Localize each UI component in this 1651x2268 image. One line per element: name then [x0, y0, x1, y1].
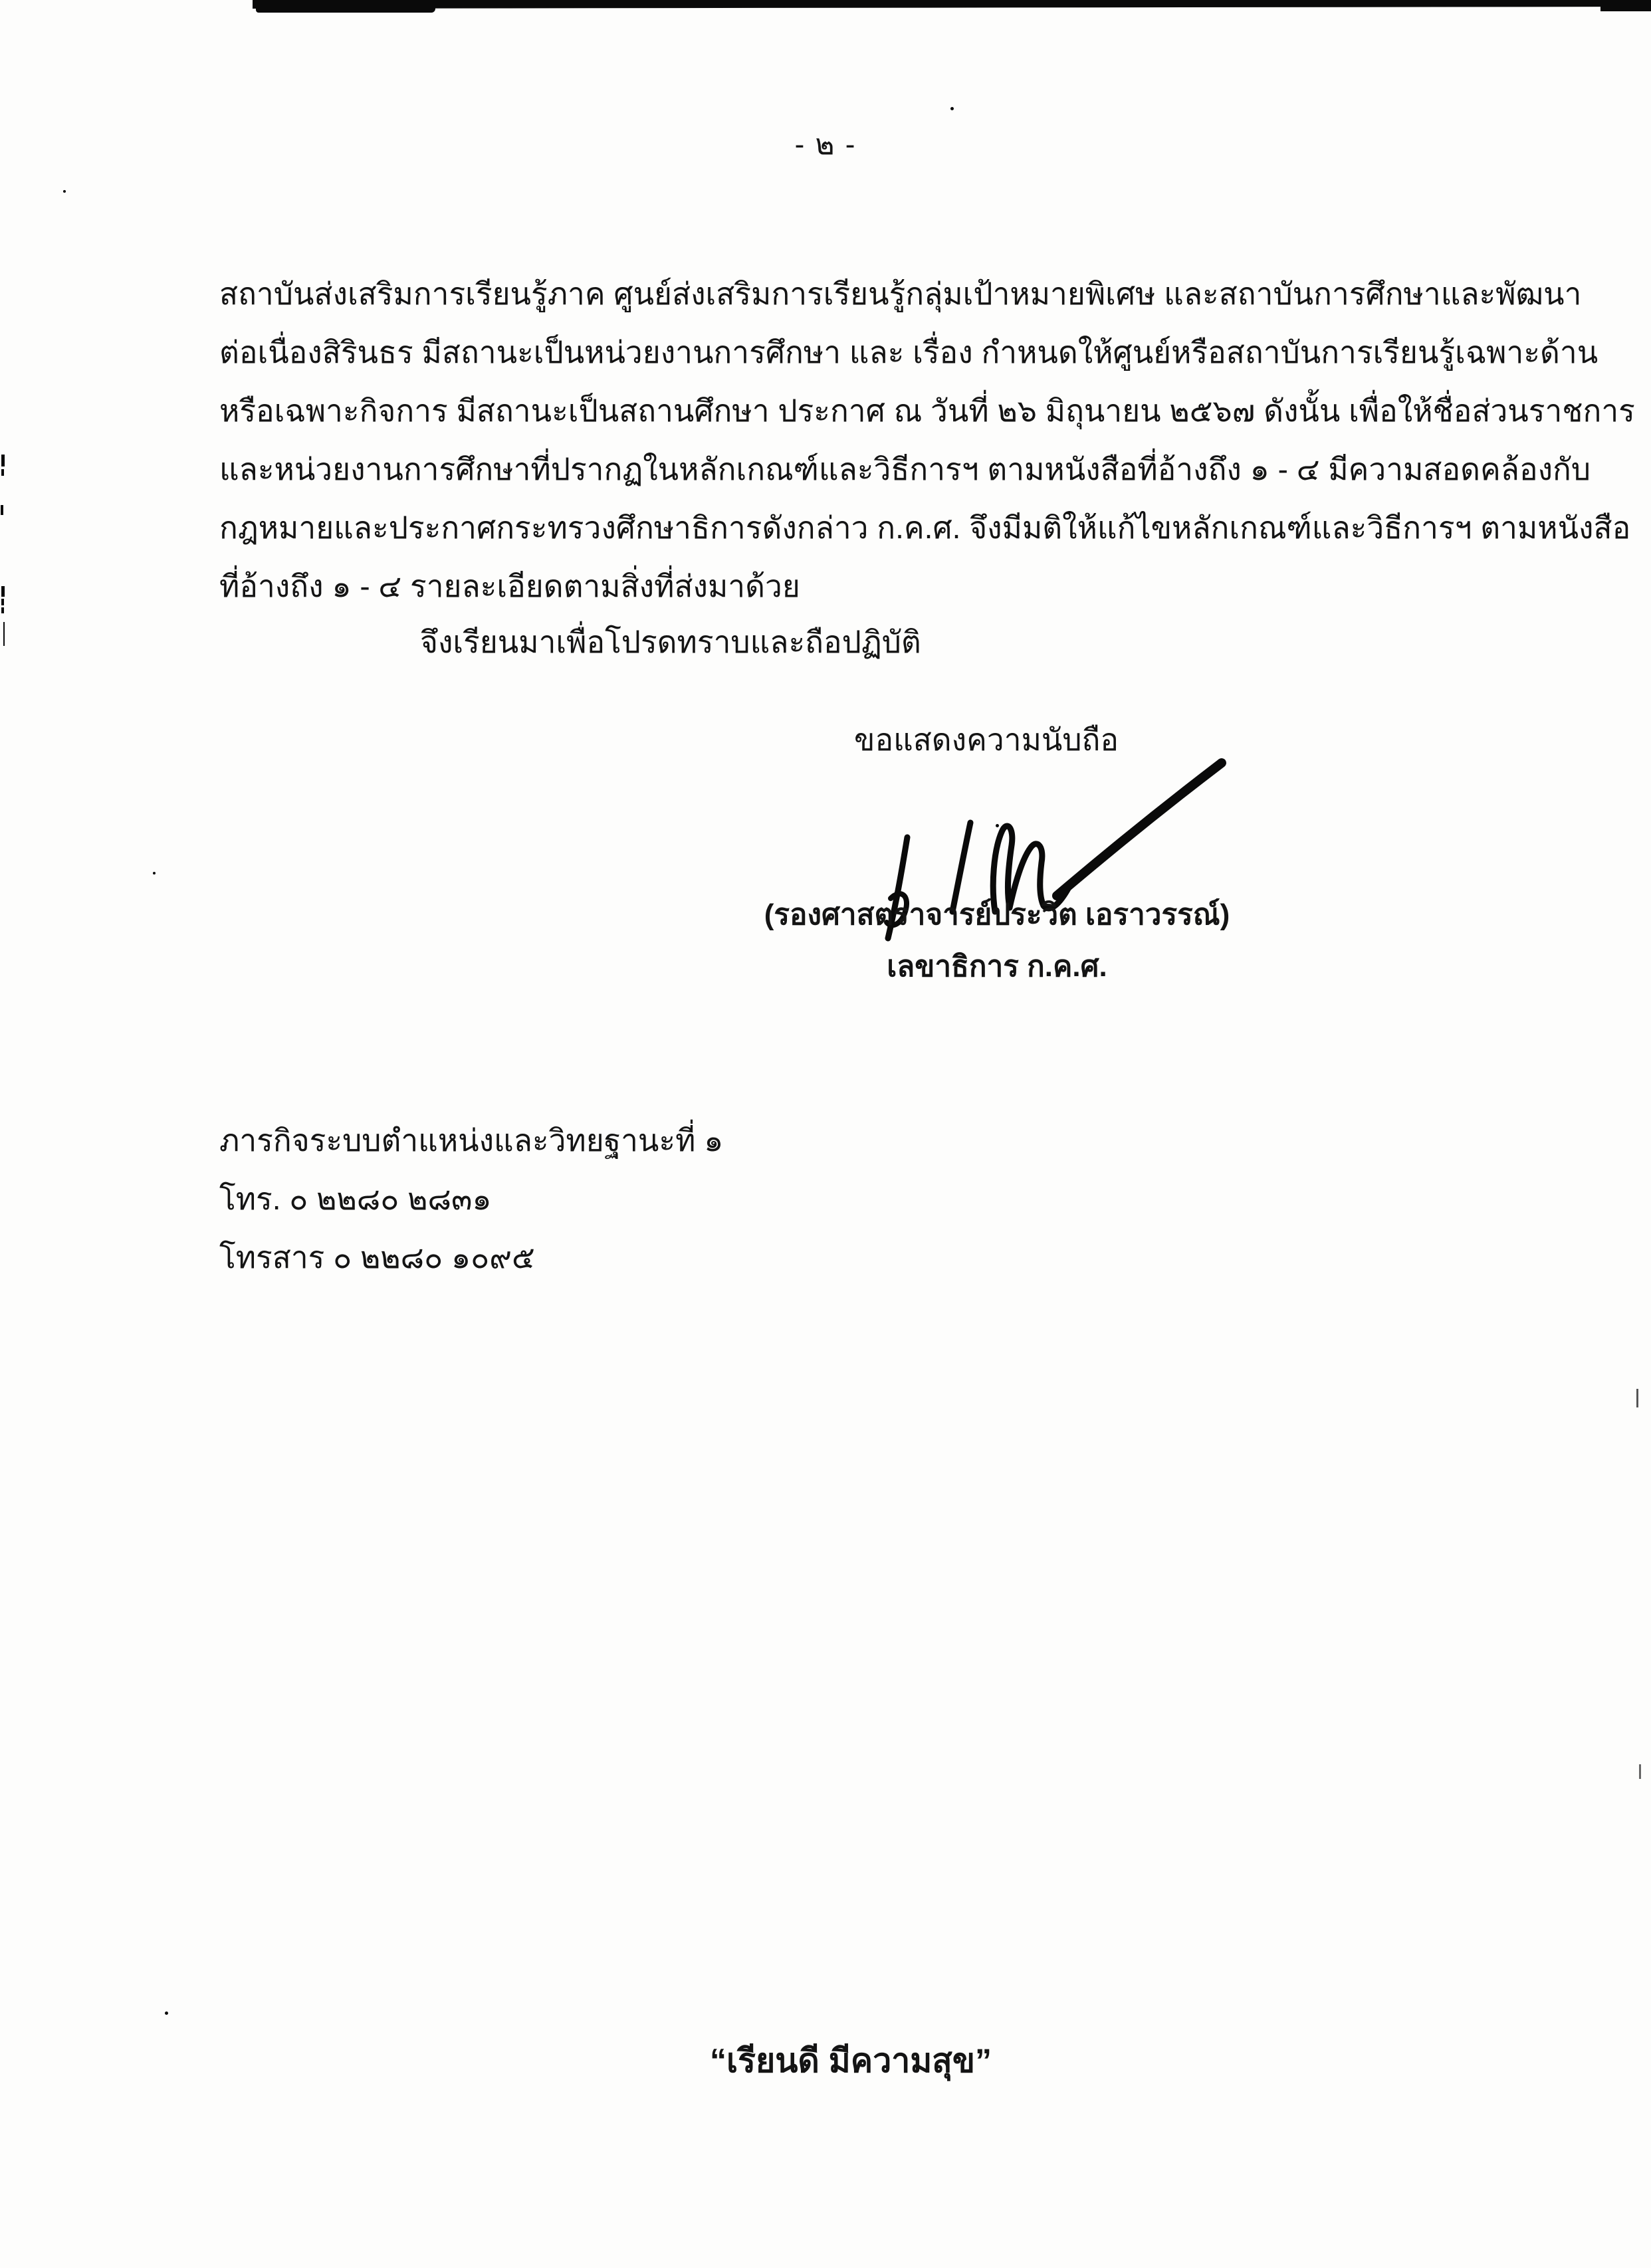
footer-motto: “เรียนดี มีความสุข”: [710, 2042, 992, 2079]
signer-title: เลขาธิการ ก.ค.ศ.: [887, 950, 1107, 983]
signer-name: (รองศาสตราจารย์ประวิต เอราวรรณ์): [764, 898, 1230, 931]
scan-artifact-right-mark: [1639, 1764, 1641, 1779]
salutation: ขอแสดงความนับถือ: [854, 722, 1119, 757]
scan-artifact-top-bar-right: [1600, 0, 1651, 11]
body-line-2: ต่อเนื่องสิรินธร มีสถานะเป็นหน่วยงานการศึกษา และ เรื่อง กำหนดให้ศูนย์หรือสถาบันการเรียนรู้เฉพาะด้าน: [219, 335, 1598, 369]
contact-block: [219, 1111, 723, 1287]
contact-fax: โทรสาร ๐ ๒๒๘๐ ๑๐๙๕: [219, 1240, 535, 1275]
scan-artifact-left-mark: [1, 599, 4, 605]
scan-artifact-speck: [165, 2011, 168, 2015]
closing-sentence: จึงเรียนมาเพื่อโปรดทราบและถือปฏิบัติ: [420, 625, 921, 659]
signer-block: [744, 889, 1250, 993]
scan-artifact-top-bar-blob: [256, 0, 435, 13]
body-line-4: และหน่วยงานการศึกษาที่ปรากฏในหลักเกณฑ์และวิธีการฯ ตามหนังสือที่อ้างถึง ๑ - ๔ มีความสอดคล้องกับ: [219, 452, 1591, 486]
scan-artifact-right-mark: [1636, 1389, 1638, 1407]
page-number: - ๒ -: [794, 128, 857, 161]
body-line-5: กฎหมายและประกาศกระทรวงศึกษาธิการดังกล่าว ก.ค.ศ. จึงมีมติให้แก้ไขหลักเกณฑ์และวิธีการฯ ตามหนังสือ: [219, 510, 1631, 545]
scan-artifact-top-bar: [253, 0, 1651, 9]
scan-artifact-left-mark: [1, 505, 3, 515]
body-line-6: ที่อ้างถึง ๑ - ๔ รายละเอียดตามสิ่งที่ส่งมาด้วย: [219, 569, 800, 603]
scan-artifact-left-mark: [1, 469, 4, 476]
scan-artifact-left-mark: [1, 607, 4, 613]
contact-phone: โทร. ๐ ๒๒๘๐ ๒๘๓๑: [219, 1182, 492, 1216]
scan-artifact-speck: [950, 107, 954, 110]
body-line-3: หรือเฉพาะกิจการ มีสถานะเป็นสถานศึกษา ประกาศ ณ วันที่ ๒๖ มิถุนายน ๒๕๖๗ ดังนั้น เพื่อให้ชื่อส่วนราชการ: [219, 393, 1635, 428]
scan-artifact-left-mark: [1, 586, 5, 597]
body-paragraph: [219, 264, 1635, 615]
scan-artifact-left-mark: [1, 455, 5, 466]
body-line-1: สถาบันส่งเสริมการเรียนรู้ภาค ศูนย์ส่งเสริมการเรียนรู้กลุ่มเป้าหมายพิเศษ และสถาบันการศึกษาและพัฒนา: [219, 276, 1582, 311]
contact-department: ภารกิจระบบตำแหน่งและวิทยฐานะที่ ๑: [219, 1123, 724, 1158]
scan-artifact-left-mark: [3, 622, 5, 646]
scan-artifact-speck: [63, 190, 66, 193]
scan-artifact-speck: [153, 872, 156, 875]
